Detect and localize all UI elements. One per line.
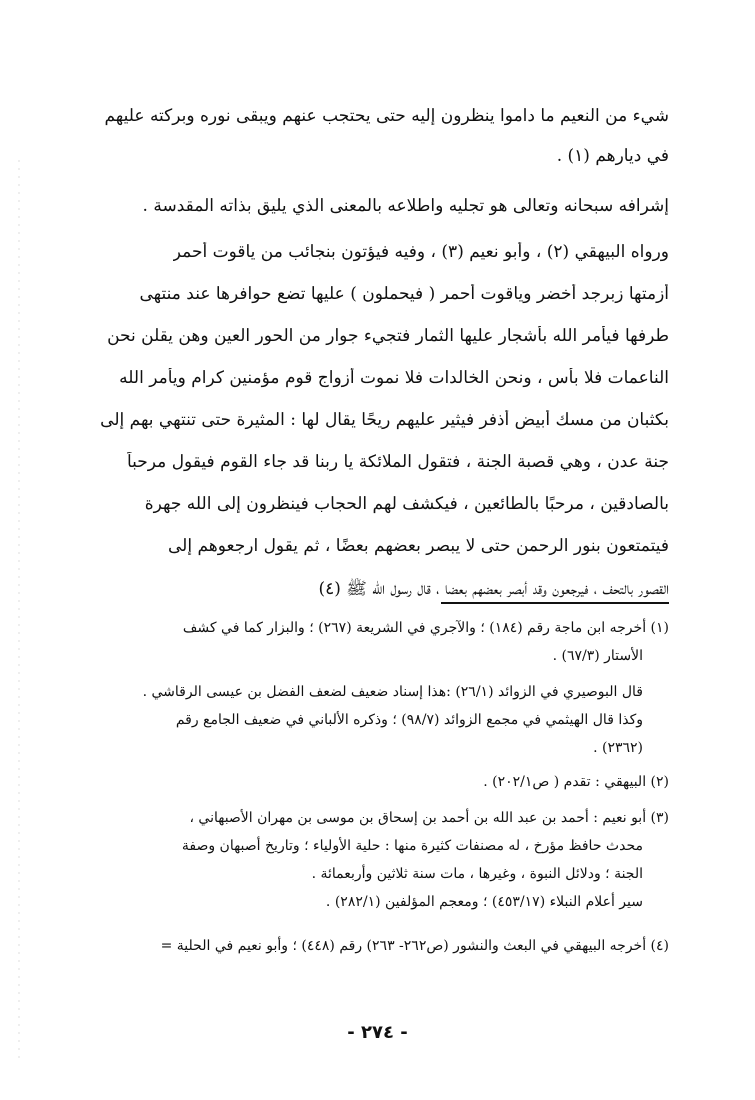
footnote-line: الجنة ؛ ودلائل النبوة ، وغيرها ، مات سنة ثلاثين وأربعمائة . [311, 866, 643, 882]
footnote-line: قال البوصيري في الزوائد (٢٦/١) :هذا إسناد ضعيف لضعف الفضل بن عيسى الرقاشي . [142, 684, 643, 700]
footnote-separator [441, 602, 669, 604]
text-line: القصور بالتحف ، فيرجعون وقد أبصر بعضهم بعضا ، قال رسول الله ﷺ (٤) [318, 579, 669, 599]
text-line: بكثبان من مسك أبيض أذفر فيثير عليهم ريحًا يقال لها : المثيرة حتى تنتهي بهم إلى [100, 410, 669, 430]
text-line: ورواه البيهقي (٢) ، وأبو نعيم (٣) ، وفيه فيؤتون بنجائب من ياقوت أحمر [172, 242, 669, 262]
footnote-line: (٤) أخرجه البيهقي في البعث والنشور (ص٢٦٢- ٢٦٣) رقم (٤٤٨) ؛ وأبو نعيم في الحلية = [160, 938, 669, 954]
text-line: بالصادقين ، مرحبًا بالطائعين ، فيكشف لهم الحجاب فينظرون إلى الله جهرة [144, 494, 669, 514]
text-line: أزمتها زبرجد أخضر وياقوت أحمر ( فيحملون ) عليها تضع حوافرها عند منتهى [139, 284, 669, 304]
text-line: طرفها فيأمر الله بأشجار عليها الثمار فتجيء جوار من الحور العين وهن يقلن نحن [107, 326, 669, 346]
footnote-line: (٢) البيهقي : تقدم ( ص٢٠٢/١) . [483, 774, 669, 790]
footnote-line: سير أعلام النبلاء (٤٥٣/١٧) ؛ ومعجم المؤلفين (٢٨٢/١) . [325, 894, 643, 910]
scan-edge-marks [18, 160, 20, 1060]
text-line: جنة عدن ، وهي قصبة الجنة ، فتقول الملائكة يا ربنا قد جاء القوم فيقول مرحباً [126, 452, 669, 472]
footnote-line: (٢٣٦٢) . [593, 740, 643, 756]
text-line: إشرافه سبحانه وتعالى هو تجليه واطلاعه بالمعنى الذي يليق بذاته المقدسة . [142, 196, 669, 216]
footnote-line: (٣) أبو نعيم : أحمد بن عبد الله بن أحمد بن إسحاق بن موسى بن مهران الأصبهاني ، [189, 810, 669, 826]
footnote-line: الأستار (٦٧/٣) . [552, 648, 643, 664]
text-line: شيء من النعيم ما داموا ينظرون إليه حتى يحتجب عنهم ويبقى نوره وبركته عليهم [104, 106, 669, 126]
text-line: فيتمتعون بنور الرحمن حتى لا يبصر بعضهم بعضًا ، ثم يقول ارجعوهم إلى [167, 536, 669, 556]
footnote-line: محدث حافظ مؤرخ ، له مصنفات كثيرة منها : حلية الأولياء ؛ وتاريخ أصبهان وصفة [181, 838, 643, 854]
footnote-line: وكذا قال الهيثمي في مجمع الزوائد (٩٨/٧) ؛ وذكره الألباني في ضعيف الجامع رقم [175, 712, 643, 728]
text-line: الناعمات فلا بأس ، ونحن الخالدات فلا نموت أزواج قوم مؤمنين كرام ويأمر الله [119, 368, 669, 388]
text-line: في ديارهم (١) . [556, 146, 669, 166]
page-number: - ٢٧٤ - [347, 1022, 408, 1043]
footnote-line: (١) أخرجه ابن ماجة رقم (١٨٤) ؛ والآجري في الشريعة (٢٦٧) ؛ والبزار كما في كشف [182, 620, 669, 636]
